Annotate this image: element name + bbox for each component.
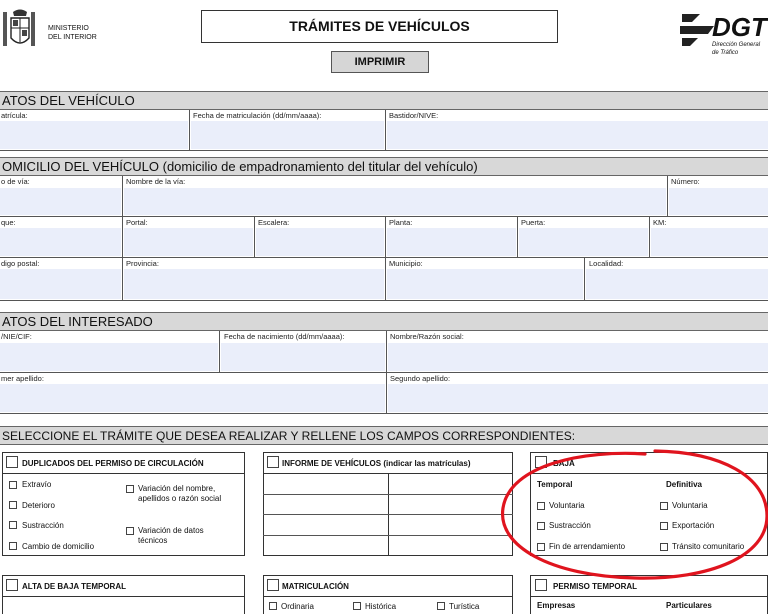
label-fecha-matriculacion: Fecha de matriculación (dd/mm/aaaa):	[193, 111, 322, 120]
dgt-logo-text: DGT	[712, 12, 767, 42]
label-bastidor: Bastidor/NIVE:	[389, 111, 439, 120]
checkbox-baja-t-sustraccion[interactable]	[537, 522, 545, 530]
input-bastidor[interactable]	[387, 121, 768, 149]
label-extravio: Extravío	[22, 480, 52, 489]
alta-baja-checkbox[interactable]	[6, 579, 18, 591]
section-vehiculo-header: ATOS DEL VEHÍCULO	[0, 91, 768, 110]
permiso-temporal-checkbox[interactable]	[535, 579, 547, 591]
label-ordinaria: Ordinaria	[281, 602, 314, 611]
baja-definitiva-heading: Definitiva	[666, 480, 703, 489]
input-fecha-nacimiento[interactable]	[221, 343, 385, 371]
input-puerta[interactable]	[519, 228, 648, 256]
input-escalera[interactable]	[256, 228, 384, 256]
baja-temporal-heading: Temporal	[537, 480, 573, 489]
ministry-line1: MINISTERIO	[48, 25, 89, 32]
checkbox-baja-d-voluntaria[interactable]	[660, 502, 668, 510]
label-provincia: Provincia:	[126, 259, 159, 268]
label-sustraccion-dup: Sustracción	[22, 521, 64, 530]
label-cambio-domicilio: Cambio de domicilio	[22, 542, 95, 551]
checkbox-deterioro[interactable]	[9, 501, 17, 509]
label-baja-d-transito: Tránsito comunitario	[672, 542, 745, 551]
checkbox-cambio-domicilio[interactable]	[9, 542, 17, 550]
label-municipio: Municipio:	[389, 259, 423, 268]
label-matricula: atrícula:	[1, 111, 28, 120]
input-segundo-apellido[interactable]	[388, 384, 768, 412]
permiso-temporal-title: PERMISO TEMPORAL	[553, 582, 638, 591]
checkbox-baja-t-voluntaria[interactable]	[537, 502, 545, 510]
input-matricula[interactable]	[0, 121, 188, 149]
input-municipio[interactable]	[387, 269, 583, 299]
label-planta: Planta:	[389, 218, 413, 227]
input-fecha-matriculacion[interactable]	[191, 121, 384, 149]
matriculacion-checkbox[interactable]	[267, 579, 279, 591]
section-tramite-header: SELECCIONE EL TRÁMITE QUE DESEA REALIZAR Y RELLENE LOS CAMPOS CORRESPONDIENTES:	[0, 426, 768, 445]
baja-checkbox[interactable]	[535, 456, 547, 468]
input-nombre-razon[interactable]	[388, 343, 768, 371]
input-localidad[interactable]	[586, 269, 768, 299]
input-primer-apellido[interactable]	[0, 384, 385, 412]
checkbox-turistica[interactable]	[437, 602, 445, 610]
label-historica: Histórica	[365, 602, 397, 611]
baja-title: BAJA	[553, 459, 575, 468]
checkbox-variacion-datos[interactable]	[126, 527, 134, 535]
checkbox-variacion-nombre[interactable]	[126, 485, 134, 493]
label-localidad: Localidad:	[589, 259, 624, 268]
label-variacion-datos-1: Variación de datos	[138, 526, 204, 535]
label-baja-t-voluntaria: Voluntaria	[549, 501, 585, 510]
input-portal[interactable]	[124, 228, 253, 256]
input-codigo-postal[interactable]	[0, 269, 121, 299]
label-baja-t-fin-arrendamiento: Fin de arrendamiento	[549, 542, 626, 551]
label-deterioro: Deterioro	[22, 501, 55, 510]
label-km: KM:	[653, 218, 667, 227]
spain-coat-of-arms	[0, 8, 40, 52]
checkbox-extravio[interactable]	[9, 481, 17, 489]
label-tipo-via: o de vía:	[1, 177, 30, 186]
matriculacion-title: MATRICULACIÓN	[282, 582, 349, 591]
label-codigo-postal: digo postal:	[1, 259, 40, 268]
duplicados-title: DUPLICADOS DEL PERMISO DE CIRCULACIÓN	[22, 459, 204, 468]
form-title: TRÁMITES DE VEHÍCULOS	[201, 10, 558, 43]
label-numero: Número:	[671, 177, 700, 186]
ministry-line2: DEL INTERIOR	[48, 34, 97, 41]
print-button[interactable]: IMPRIMIR	[331, 51, 429, 73]
label-primer-apellido: mer apellido:	[1, 374, 44, 383]
ministry-name	[48, 24, 97, 42]
label-bloque: que:	[1, 218, 16, 227]
label-baja-d-exportacion: Exportación	[672, 521, 715, 530]
input-provincia[interactable]	[124, 269, 384, 299]
checkbox-baja-d-exportacion[interactable]	[660, 522, 668, 530]
dgt-subtitle-1: Dirección General	[712, 42, 761, 48]
input-tipo-via[interactable]	[0, 188, 121, 215]
dgt-subtitle-2: de Tráfico	[712, 50, 739, 56]
informe-checkbox[interactable]	[267, 456, 279, 468]
label-nif: /NIE/CIF:	[1, 332, 32, 341]
label-turistica: Turística	[449, 602, 480, 611]
label-particulares: Particulares	[666, 601, 712, 610]
input-bloque[interactable]	[0, 228, 121, 256]
label-puerta: Puerta:	[521, 218, 546, 227]
duplicados-checkbox[interactable]	[6, 456, 18, 468]
input-km[interactable]	[651, 228, 768, 256]
label-nombre-via: Nombre de la vía:	[126, 177, 186, 186]
label-nombre-razon: Nombre/Razón social:	[390, 332, 464, 341]
input-numero[interactable]	[669, 188, 768, 215]
label-variacion-nombre-2: apellidos o razón social	[138, 494, 222, 503]
input-informe-matricula-1[interactable]	[265, 475, 387, 493]
label-empresas: Empresas	[537, 601, 576, 610]
input-nif[interactable]	[0, 343, 218, 371]
input-nombre-via[interactable]	[124, 188, 666, 215]
checkbox-baja-t-fin-arrendamiento[interactable]	[537, 543, 545, 551]
checkbox-sustraccion-dup[interactable]	[9, 521, 17, 529]
label-segundo-apellido: Segundo apellido:	[390, 374, 451, 383]
dgt-logo	[678, 8, 768, 60]
section-domicilio-header: OMICILIO DEL VEHÍCULO (domicilio de empadronamiento del titular del vehículo)	[0, 157, 768, 176]
checkbox-ordinaria[interactable]	[269, 602, 277, 610]
alta-baja-title: ALTA DE BAJA TEMPORAL	[22, 582, 126, 591]
input-informe-matricula-2[interactable]	[390, 475, 511, 493]
input-planta[interactable]	[387, 228, 516, 256]
checkbox-baja-d-transito[interactable]	[660, 543, 668, 551]
label-escalera: Escalera:	[258, 218, 290, 227]
checkbox-historica[interactable]	[353, 602, 361, 610]
label-portal: Portal:	[126, 218, 148, 227]
label-variacion-nombre-1: Variación del nombre,	[138, 484, 216, 493]
section-interesado-header: ATOS DEL INTERESADO	[0, 312, 768, 331]
alta-baja-box	[2, 575, 245, 614]
label-variacion-datos-2: técnicos	[138, 536, 168, 545]
label-baja-t-sustraccion: Sustracción	[549, 521, 591, 530]
label-baja-d-voluntaria: Voluntaria	[672, 501, 708, 510]
informe-title: INFORME DE VEHÍCULOS (indicar las matrículas)	[282, 459, 471, 468]
label-fecha-nacimiento: Fecha de nacimiento (dd/mm/aaaa):	[224, 332, 345, 341]
